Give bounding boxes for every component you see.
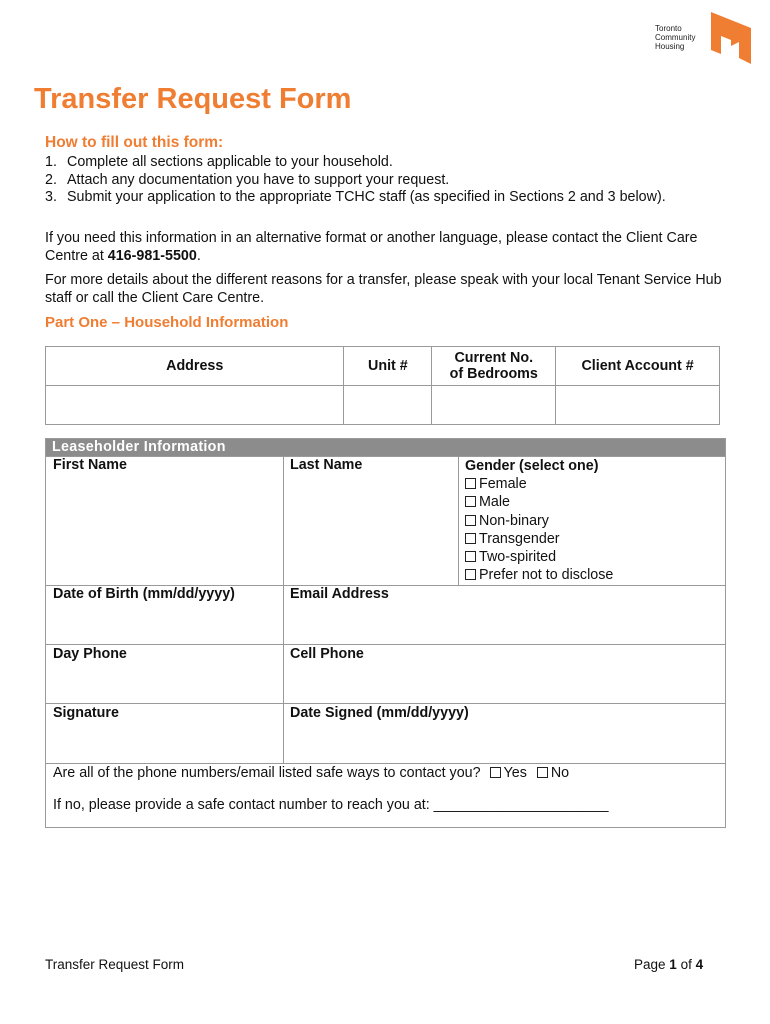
address-header: Address: [46, 347, 344, 386]
checkbox[interactable]: [465, 496, 476, 507]
checkbox[interactable]: [465, 515, 476, 526]
more-details-paragraph: For more details about the different reasons for a transfer, please speak with your local Tenant Service Hub staff or call the Client Care Centre.: [45, 272, 722, 306]
bedrooms-header: Current No. of Bedrooms: [432, 347, 556, 386]
page-title: Transfer Request Form: [34, 83, 352, 115]
footer-form-name: Transfer Request Form: [45, 957, 185, 972]
unit-field[interactable]: [344, 386, 432, 425]
instruction-step: 2. Attach any documentation you have to support your request.: [45, 171, 450, 188]
divider: [46, 456, 725, 457]
checkbox[interactable]: [465, 569, 476, 580]
checkbox[interactable]: [465, 551, 476, 562]
gender-group: [465, 457, 613, 584]
part-one-heading: Part One – Household Information: [45, 314, 289, 331]
household-table: [45, 346, 720, 425]
no-label: No: [550, 765, 570, 781]
unit-header: Unit #: [344, 347, 432, 386]
checkbox[interactable]: [465, 478, 476, 489]
signature-label: Signature: [53, 705, 119, 721]
divider: [46, 763, 725, 764]
account-header: Client Account #: [556, 347, 720, 386]
tchc-logo-icon: [709, 10, 753, 66]
gender-option-male[interactable]: Male: [465, 493, 613, 511]
day-phone-label: Day Phone: [53, 646, 127, 662]
divider: [46, 644, 725, 645]
gender-option-female[interactable]: Female: [465, 475, 613, 493]
account-field[interactable]: [556, 386, 720, 425]
address-field[interactable]: [46, 386, 344, 425]
logo-line-1: Toronto: [655, 24, 682, 33]
instruction-step: 1. Complete all sections applicable to your household.: [45, 154, 393, 170]
no-checkbox[interactable]: [537, 767, 548, 778]
gender-option-non-binary[interactable]: Non-binary: [465, 512, 613, 530]
leaseholder-section: [45, 438, 726, 828]
yes-checkbox[interactable]: [490, 767, 501, 778]
first-name-label: First Name: [53, 457, 127, 473]
logo-text: [655, 24, 695, 51]
dob-label: Date of Birth (mm/dd/yyyy): [53, 586, 235, 602]
email-label: Email Address: [290, 586, 389, 602]
divider: [46, 703, 725, 704]
instruction-step: 3. Submit your application to the appropriate TCHC staff (as specified in Sections 2 and 3 below).: [45, 189, 666, 206]
divider: [458, 456, 459, 585]
howto-heading: How to fill out this form:: [45, 134, 224, 151]
logo-line-3: Housing: [655, 42, 685, 51]
bedrooms-field[interactable]: [432, 386, 556, 425]
checkbox[interactable]: [465, 533, 476, 544]
client-care-phone: 416-981-5500: [107, 248, 197, 264]
gender-label: Gender (select one): [465, 458, 599, 474]
instruction-list: [45, 154, 725, 207]
safe-contact-question: Are all of the phone numbers/email listed safe ways to contact you? Yes No: [53, 765, 570, 781]
gender-option-two-spirited[interactable]: Two-spirited: [465, 548, 613, 566]
safe-contact-number-field[interactable]: If no, please provide a safe contact number to reach you at: ______________________: [53, 797, 609, 813]
cell-phone-label: Cell Phone: [290, 646, 364, 662]
alt-format-paragraph: If you need this information in an alternative format or another language, please contact the Client Care Centre at 416-981-5500.: [45, 230, 698, 264]
leaseholder-bar: Leaseholder Information: [46, 439, 725, 456]
gender-option-transgender[interactable]: Transgender: [465, 530, 613, 548]
yes-label: Yes: [503, 765, 527, 781]
divider: [283, 585, 284, 763]
date-signed-label: Date Signed (mm/dd/yyyy): [290, 705, 469, 721]
page-number: Page 1 of 4: [634, 957, 704, 972]
gender-option-prefer-not[interactable]: Prefer not to disclose: [465, 566, 613, 584]
last-name-label: Last Name: [290, 457, 363, 473]
divider: [283, 456, 284, 585]
logo-line-2: Community: [655, 33, 696, 42]
